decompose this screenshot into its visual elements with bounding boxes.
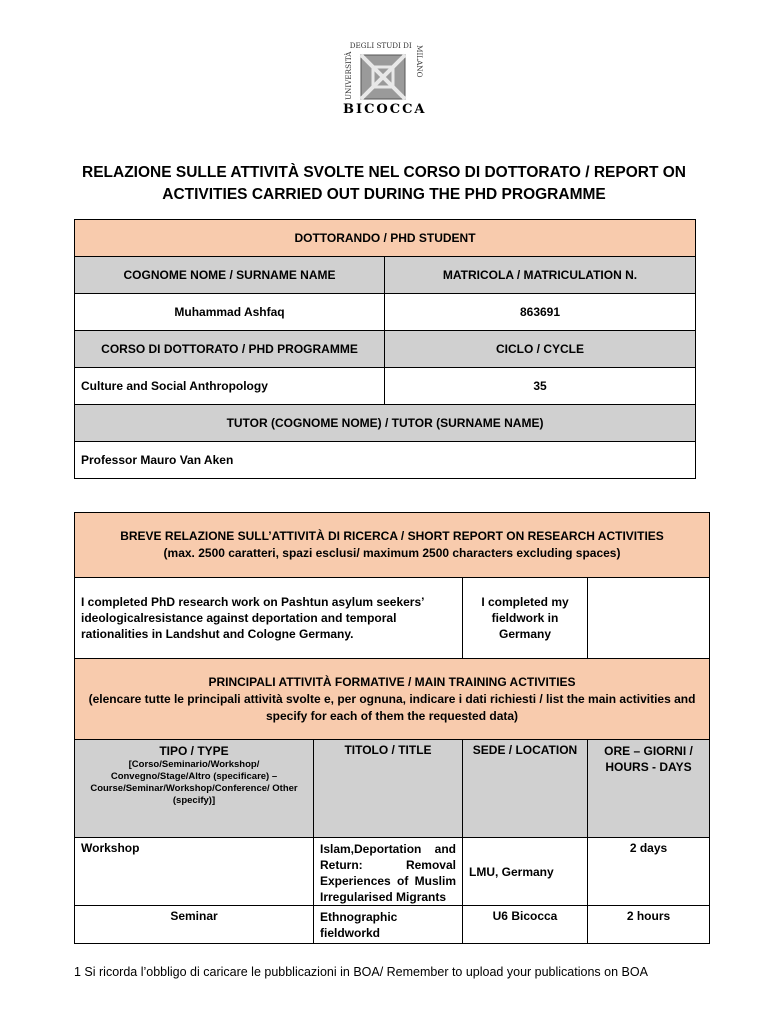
training-header [75,659,710,740]
row-title: Islam,Deportation and Return: Removal Experiences of Muslim Irregularised Migrants [314,838,463,906]
cycle-label: CICLO / CYCLE [385,331,696,368]
research-header-note: (max. 2500 caratteri, spazi esclusi/ maximum 2500 characters excluding spaces) [163,546,621,560]
col-hours-header: ORE – GIORNI / HOURS - DAYS [588,740,710,838]
col-type-label: TIPO / TYPE [159,744,229,758]
col-type-note: [Corso/Seminario/Workshop/ Convegno/Stage/Altro (specificare) – Course/Seminar/Workshop/Conference/ Other (specify)] [90,759,298,806]
row-location: LMU, Germany [463,838,588,906]
research-text: I completed PhD research work on Pashtun asylum seekers’ ideologicalresistance against deportation and temporal rationalities in Landshut and Cologne Germany. [75,578,463,659]
empty-cell [588,578,710,659]
row-location: U6 Bicocca [463,906,588,944]
tutor-value: Professor Mauro Van Aken [75,442,696,479]
fieldwork-text: I completed my fieldwork in Germany [463,578,588,659]
logo-word: BICOCCA [343,102,427,117]
training-header-title: PRINCIPALI ATTIVITÀ FORMATIVE / MAIN TRAINING ACTIVITIES [208,674,576,689]
matriculation-label: MATRICOLA / MATRICULATION N. [385,257,696,294]
research-header [75,513,710,578]
student-header: DOTTORANDO / PHD STUDENT [75,220,696,257]
tutor-label: TUTOR (COGNOME NOME) / TUTOR (SURNAME NAME) [75,405,696,442]
report-table [74,512,710,944]
row-type: Seminar [75,906,314,944]
col-location-header: SEDE / LOCATION [463,740,588,838]
programme-label: CORSO DI DOTTORATO / PHD PROGRAMME [75,331,385,368]
cycle-value: 35 [385,368,696,405]
page-title: RELAZIONE SULLE ATTIVITÀ SVOLTE NEL CORSO DI DOTTORATO / REPORT ON ACTIVITIES CARRIED OUT DURING THE PHD PROGRAMME [82,164,686,203]
university-logo [343,42,425,120]
student-name: Muhammad Ashfaq [75,294,385,331]
table-row [75,906,710,944]
student-table [74,219,696,479]
training-header-note: (elencare tutte le principali attività svolte e, per ognuna, indicare i dati richiesti / list the main activities and specify for each of them the requested data) [88,691,696,723]
footnote: 1 Si ricorda l’obbligo di caricare le pubblicazioni in BOA/ Remember to upload your publications on BOA [74,965,648,979]
row-title: Ethnographic fieldworkd [314,906,463,944]
table-row [75,838,710,906]
matriculation-value: 863691 [385,294,696,331]
research-header-title: BREVE RELAZIONE SULL’ATTIVITÀ DI RICERCA / SHORT REPORT ON RESEARCH ACTIVITIES [120,529,664,543]
row-hours: 2 days [588,838,710,906]
programme-value: Culture and Social Anthropology [75,368,385,405]
surname-label: COGNOME NOME / SURNAME NAME [75,257,385,294]
logo-emblem [343,42,425,102]
row-type: Workshop [75,838,314,906]
col-title-header: TITOLO / TITLE [314,740,463,838]
logo-arc-text: UNIVERSITÀ DEGLI STUDI DI MILANO [344,42,424,100]
col-type-header [75,740,314,838]
row-hours: 2 hours [588,906,710,944]
